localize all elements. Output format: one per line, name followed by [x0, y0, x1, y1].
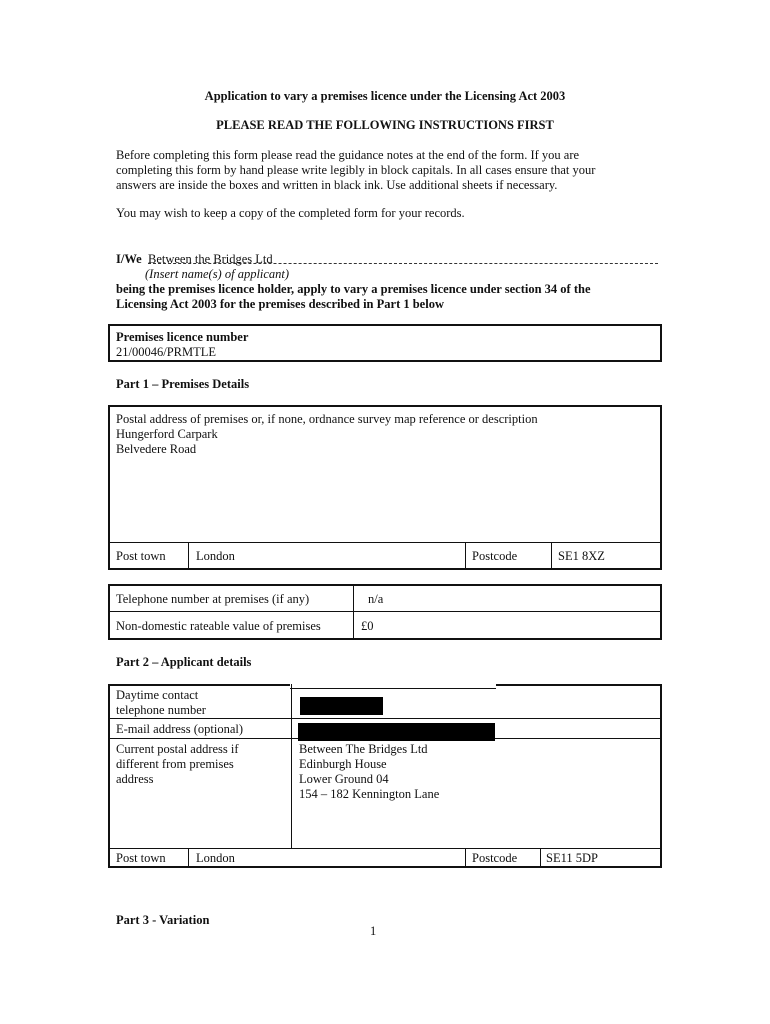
divider [290, 682, 496, 686]
applicant-hint: (Insert name(s) of applicant) [145, 267, 290, 281]
divider [108, 542, 662, 543]
applicant-name[interactable]: Between the Bridges Ltd [148, 252, 273, 266]
redacted-telephone [300, 697, 383, 715]
email-label: E-mail address (optional) [116, 722, 244, 736]
applicant-name-underline [148, 263, 658, 264]
rateable-value[interactable]: £0 [361, 619, 374, 633]
premises-address-line-1[interactable]: Hungerford Carpark [116, 427, 218, 441]
current-address-line-4[interactable]: 154 – 182 Kennington Lane [299, 787, 440, 801]
intro-line-3: answers are inside the boxes and written in black ink. Use additional sheets if necessary. [116, 178, 558, 192]
premises-address-label: Postal address of premises or, if none, ordnance survey map reference or description [116, 412, 538, 426]
divider [353, 584, 354, 640]
applicant-post-town-label: Post town [116, 851, 166, 865]
intro-line-2: completing this form by hand please write legibly in block capitals. In all cases ensure that your [116, 163, 596, 177]
current-address-label-line-3: address [116, 772, 154, 786]
page-number: 1 [370, 924, 377, 938]
telephone-label: Telephone number at premises (if any) [116, 592, 310, 606]
divider [551, 542, 552, 570]
form-title: Application to vary a premises licence under the Licensing Act 2003 [204, 89, 566, 103]
divider [188, 848, 189, 868]
divider [108, 718, 662, 719]
divider [108, 848, 662, 849]
statement-line-2: Licensing Act 2003 for the premises described in Part 1 below [116, 297, 444, 311]
telephone-value[interactable]: n/a [368, 592, 384, 606]
current-address-label-line-2: different from premises [116, 757, 234, 771]
divider [188, 542, 189, 570]
instructions-heading: PLEASE READ THE FOLLOWING INSTRUCTIONS FIRST [216, 118, 554, 132]
applicant-postcode-label: Postcode [472, 851, 518, 865]
licence-number-value[interactable]: 21/00046/PRMTLE [116, 345, 217, 359]
current-address-line-3[interactable]: Lower Ground 04 [299, 772, 389, 786]
applicant-post-town-value[interactable]: London [196, 851, 235, 865]
intro-line-1: Before completing this form please read the guidance notes at the end of the form. If you are [116, 148, 580, 162]
divider [290, 688, 496, 689]
postcode-label: Postcode [472, 549, 518, 563]
redacted-email [298, 723, 495, 741]
applicant-postcode-value[interactable]: SE11 5DP [546, 851, 598, 865]
divider [465, 542, 466, 570]
post-town-label: Post town [116, 549, 166, 563]
current-address-line-1[interactable]: Between The Bridges Ltd [299, 742, 428, 756]
premises-address-line-2[interactable]: Belvedere Road [116, 442, 197, 456]
post-town-value[interactable]: London [196, 549, 235, 563]
divider [465, 848, 466, 868]
daytime-label-line-1: Daytime contact [116, 688, 199, 702]
licence-number-label: Premises licence number [116, 330, 249, 344]
part3-heading: Part 3 - Variation [116, 913, 210, 927]
divider [108, 611, 662, 612]
applicant-prefix: I/We [116, 252, 142, 266]
rateable-label: Non-domestic rateable value of premises [116, 619, 321, 633]
divider [540, 848, 541, 868]
divider [291, 684, 292, 848]
current-address-line-2[interactable]: Edinburgh House [299, 757, 387, 771]
statement-line-1: being the premises licence holder, apply to vary a premises licence under section 34 of the [116, 282, 591, 296]
part1-heading: Part 1 – Premises Details [116, 377, 250, 391]
current-address-label-line-1: Current postal address if [116, 742, 239, 756]
daytime-label-line-2: telephone number [116, 703, 206, 717]
part2-heading: Part 2 – Applicant details [116, 655, 252, 669]
postcode-value[interactable]: SE1 8XZ [558, 549, 605, 563]
copy-note: You may wish to keep a copy of the completed form for your records. [116, 206, 465, 220]
